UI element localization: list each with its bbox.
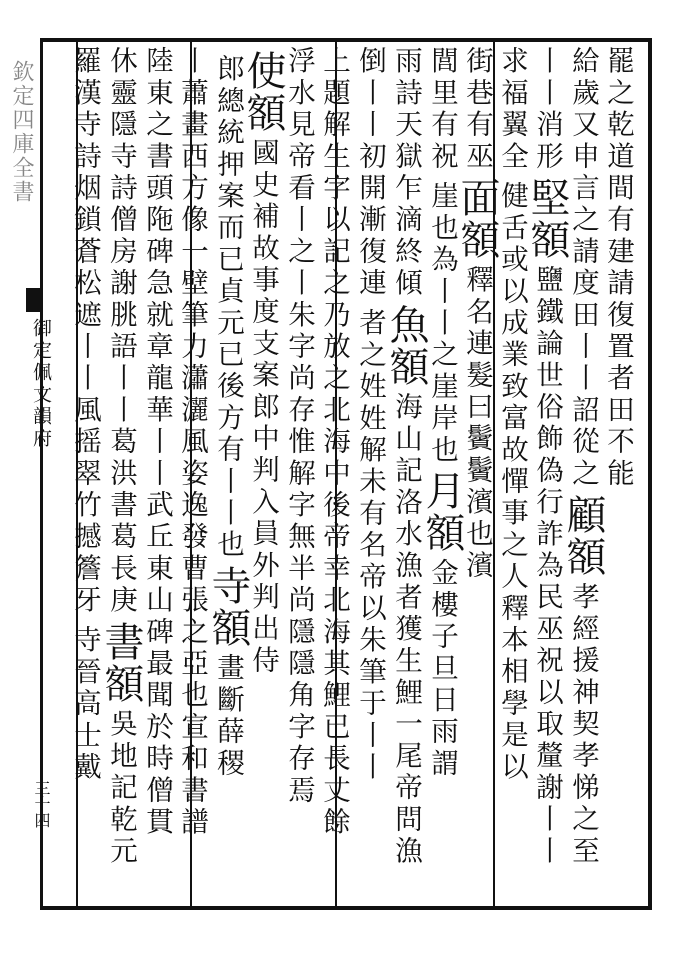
top-border: [40, 38, 652, 42]
column-text: 給歲又申言之請度田丨丨詔從之: [567, 46, 599, 490]
text-column: [383, 46, 429, 901]
entry-heading: 魚額: [383, 303, 429, 388]
column-text: 畫斷薛稷: [212, 653, 244, 781]
column-text: 倒丨丨初開漸復連: [354, 46, 386, 300]
entry-heading: 月額: [419, 470, 465, 555]
text-column: [176, 46, 208, 901]
faded-margin-text: 欽定四庫全書: [9, 60, 34, 204]
fishtail-mark: [26, 288, 42, 312]
column-text: 吳地記乾元: [105, 708, 137, 868]
bottom-border: [40, 906, 652, 910]
entry-heading: 寺額: [205, 565, 251, 650]
text-column: [318, 46, 350, 901]
text-column: [205, 46, 251, 901]
column-text: 丨蕭畫西方像一壁筆力瀟灑風姿逸發曹張之亞也宣和書譜: [176, 46, 208, 839]
column-text: 求福翼全: [496, 46, 528, 173]
column-text: 郎總統押案而已貞元已後方有丨丨也: [212, 54, 244, 562]
column-text: 孝經援神契孝悌之至: [567, 581, 599, 868]
text-column: [602, 46, 634, 901]
right-border: [648, 38, 652, 910]
column-text: 上題解生字以記之乃放之北海中後帝幸北海其鯉已長丈餘: [318, 46, 350, 839]
text-column: [240, 46, 286, 901]
text-column: [560, 46, 606, 901]
text-column: [354, 46, 386, 901]
column-text: 鹽鐵論世俗飾偽行詐為民巫祝以取釐謝丨丨: [531, 264, 563, 868]
text-column: [141, 46, 173, 901]
column-text: 健舌或以成業致富故憚事之人釋本相學是以: [496, 180, 528, 784]
text-column: [419, 46, 465, 901]
column-text: 丨丨消形: [531, 46, 563, 173]
text-column: [454, 46, 500, 901]
column-text: 者之姓姓解未有名帝以朱筆于丨丨: [354, 307, 386, 784]
column-text: 休靈隱寺詩僧房謝朓語丨丨葛洪書葛長庚: [105, 46, 137, 617]
entry-heading: 顧額: [560, 493, 606, 578]
text-column: [496, 46, 528, 901]
book-title: 御定佩文韻府: [30, 318, 52, 450]
column-text: 海山記洛水漁者獲生鯉一尾帝問漁: [390, 391, 422, 868]
column-divider: [493, 40, 495, 908]
column-text: 閭里有祝: [426, 46, 458, 173]
entry-heading: 書額: [98, 620, 144, 705]
column-text: 浮水見帝看丨之丨朱字尚存惟解字無半尚隱隱角字存焉: [283, 46, 315, 807]
column-text: 金樓子旦日雨謂: [426, 558, 458, 781]
column-text: 釋名連髮曰鬢鬢濱也濱: [461, 264, 493, 582]
column-text: 陸東之書頭陁碑急就章龍華丨丨武丘東山碑最聞於時僧貫: [141, 46, 173, 839]
entry-heading: 面額: [454, 176, 500, 261]
column-text: 罷之乾道間有建請復置者田不能: [602, 46, 634, 490]
text-column: [98, 46, 144, 901]
column-text: 國史補故事度支案郎中判入員外判出侍: [247, 138, 279, 677]
entry-heading: 堅額: [524, 176, 570, 261]
column-text: 羅漢寺詩烟鎖蒼松遮丨丨風摇翠竹撼簷牙: [69, 46, 101, 617]
column-text: 雨詩天獄乍滴終傾: [390, 46, 422, 300]
text-column: [524, 46, 570, 901]
text-column: [69, 46, 101, 901]
column-text: 街巷有巫: [461, 46, 493, 173]
column-text: 崖也為丨丨之崖岸也: [426, 180, 458, 467]
page-number: 三十四: [32, 780, 51, 828]
text-column: [283, 46, 315, 901]
column-text: 寺晉高士戴: [69, 624, 101, 784]
entry-heading: 使額: [240, 50, 286, 134]
